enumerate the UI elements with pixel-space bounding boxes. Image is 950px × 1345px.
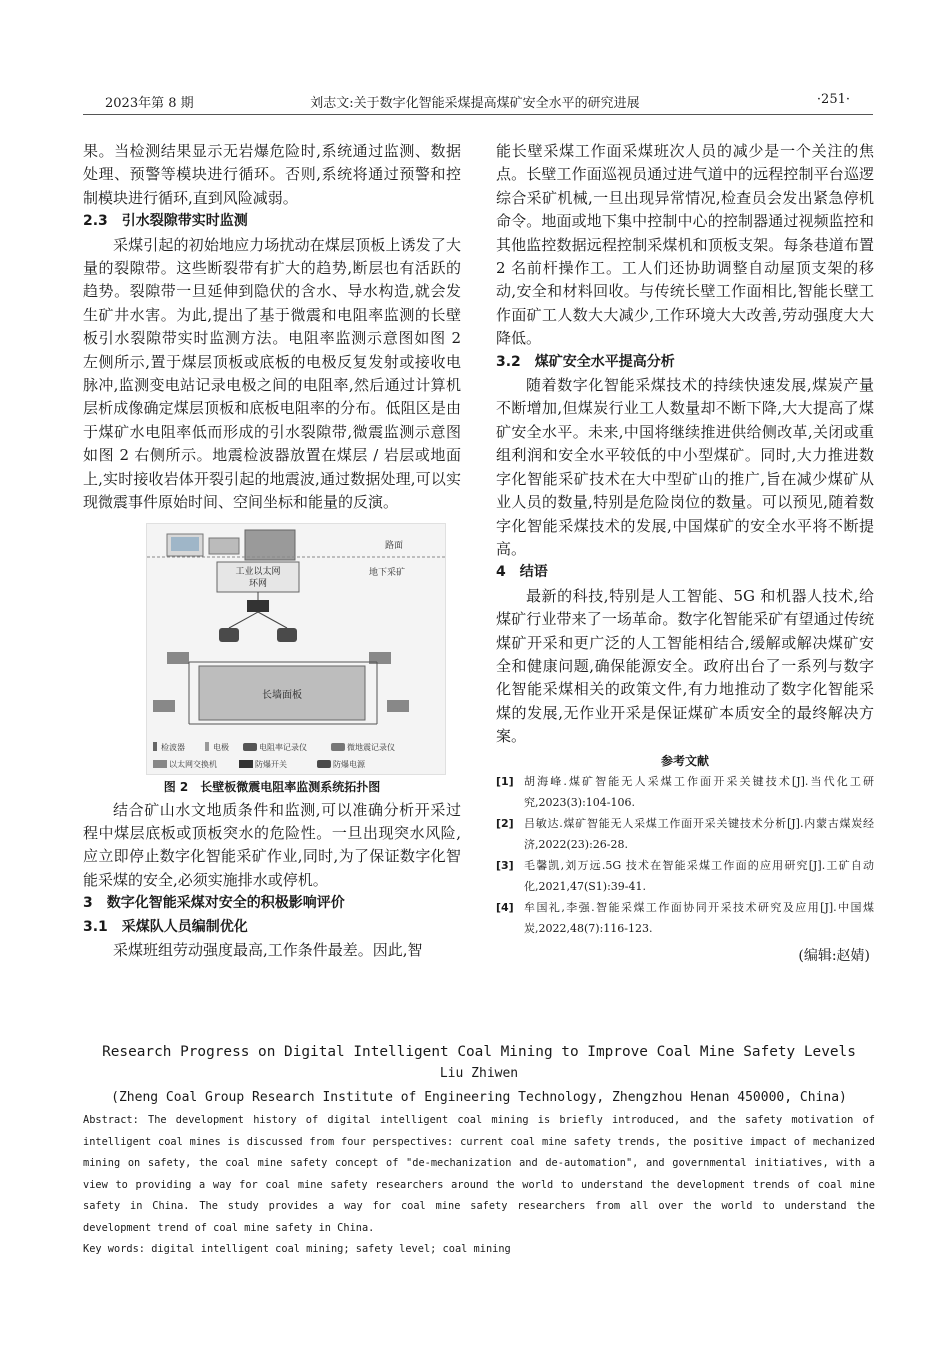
page-number: ·251· — [816, 92, 850, 107]
reference-text: 胡海峰.煤矿智能无人采煤工作面开采关键技术[J].当代化工研究,2023(3):104-106. — [524, 774, 874, 809]
explosion-switch-icon — [247, 600, 269, 612]
section-heading-3-2: 3.2 煤矿安全水平提高分析 — [496, 353, 675, 370]
figure-2-topology — [146, 523, 446, 775]
section-heading-2-3: 2.3 引水裂隙带实时监测 — [83, 213, 248, 230]
link-line — [229, 612, 258, 628]
paragraph: 随着数字化智能采煤技术的持续快速发展,煤炭产量不断增加,但煤炭行业工人数量却不断下降,大大提高了煤矿安全水平。未来,中国将继续推进供给侧改革,关闭或重组利润和安全水平较低的中小型煤矿。同时,大力推进数字化智能采矿技术在大中型矿山的推广,旨在减少煤矿从业人员的数量,特别是危险岗位的数量。可以预见,随着数字化智能采煤技术的发展,中国煤矿的安全水平将不断提高。 — [496, 376, 874, 558]
issue-label: 2023年第 8 期 — [105, 96, 194, 111]
server-icon — [245, 530, 295, 560]
legend-explosion-power-icon — [317, 760, 331, 768]
legend-explosion-switch-icon — [239, 760, 253, 768]
english-title: Research Progress on Digital Intelligent Coal Mining to Improve Coal Mine Safety Levels — [102, 1044, 856, 1060]
english-abstract-block — [83, 1042, 875, 1261]
paragraph: 果。当检测结果显示无岩爆危险时,系统通过监测、数据处理、预警等模块进行循环。否则,系统将通过预警和控制模块进行循环,直到风险减弱。 — [83, 142, 461, 207]
article-running-title: 刘志文:关于数字化智能采煤提高煤矿安全水平的研究进展 — [310, 96, 640, 111]
paragraph: 采煤引起的初始地应力场扰动在煤层顶板上诱发了大量的裂隙带。这些断裂带有扩大的趋势,断层也有活跃的趋势。裂隙带一旦延伸到隐伏的含水、导水构造,就会发生矿井水害。为此,提出了基于微震和电阻率监测的长壁板引水裂隙带实时监测方法。电阻率监测示意图如图 2 左侧所示,置于煤层顶板或底板的电极反复发射或接收电脉冲,监测变电站记录电极之间的电阻率,然后通过计算机层析成像确定煤层顶板和底板电阻率的分布。低阻区是由于煤矿水电阻率低而形成的引水裂隙带,微震监测示意图如图 2 右侧所示。地震检波器放置在煤层 / 岩层或地面上,实时接收岩体开裂引起的地震波,通过数据处理,可以实现微震事件原始时间、空间坐标和能量的反演。 — [83, 235, 461, 512]
section-heading-3-1: 3.1 采煤队人员编制优化 — [83, 918, 248, 935]
surface-label: 路面 — [385, 540, 404, 551]
reference-text: 吕敏达.煤矿智能无人采煤工作面开采关键技术分析[J].内蒙古煤炭经济,2022(23):26-28. — [524, 816, 874, 851]
legend-ethernet-switch-icon — [153, 760, 167, 768]
legend-microseismic-recorder-icon — [331, 743, 345, 751]
legend-microseismic-recorder: 微地震记录仪 — [347, 742, 395, 752]
running-header — [0, 88, 950, 118]
figure-caption: 图 2 长壁板微震电阻率监测系统拓扑图 — [163, 779, 381, 794]
paragraph: 最新的科技,特别是人工智能、5G 和机器人技术,给煤矿行业带来了一场革命。数字化智能采矿有望通过传统煤矿开采和更广泛的人工智能相结合,缓解或解决煤矿安全和健康问题,确保能源安全。政府出台了一系列与数字化智能采煤相关的政策文件,有力地推动了数字化智能采煤的发展,无作业开采是保证煤矿本质安全的最终解决方案。 — [496, 586, 874, 746]
link-line — [258, 612, 287, 628]
references-title: 参考文献 — [660, 753, 709, 768]
ethernet-ring-label-1: 工业以太网 — [235, 566, 281, 577]
reference-text: 毛馨凯,刘万远.5G 技术在智能采煤工作面的应用研究[J].工矿自动化,2021,47(S1):39-41. — [524, 858, 874, 893]
underground-label: 地下采矿 — [369, 567, 406, 578]
editor-credit: (编辑:赵婧) — [798, 947, 870, 964]
legend-explosion-switch: 防爆开关 — [255, 759, 287, 769]
legend-explosion-power: 防爆电源 — [333, 759, 365, 769]
reference-number: [4] — [496, 900, 514, 914]
ethernet-switch-icon — [167, 652, 189, 664]
reference-item — [496, 771, 874, 813]
reference-number: [2] — [496, 816, 514, 830]
reference-item — [496, 897, 874, 939]
reference-number: [1] — [496, 774, 514, 788]
english-author: Liu Zhiwen — [439, 1066, 519, 1081]
ethernet-switch-icon — [153, 700, 175, 712]
topology-diagram — [147, 524, 447, 776]
legend-electrode-icon — [205, 742, 209, 751]
legend-resistivity-recorder-icon — [243, 743, 257, 751]
reference-number: [3] — [496, 858, 514, 872]
explosion-power-icon — [277, 628, 297, 642]
paragraph: 能长壁采煤工作面采煤班次人员的减少是一个关注的焦点。长壁工作面巡视员通过进气道中的远程控制平台巡逻综合采矿机械,一旦出现异常情况,检查员会发出紧急停机命令。地面或地下集中控制中心的控制器通过视频监控和其他监控数据远程控制采煤机和顶板支架。每条巷道布置 2 名前杆操作工。工人们还协助调整自动屋顶支架的移动,安全和材料回收。与传统长壁工作面相比,智能长壁工作面矿工人数大大减少,工作环境大大改善,劳动强度大大降低。 — [496, 142, 874, 348]
legend-geophone-icon — [153, 742, 157, 751]
paragraph: 结合矿山水文地质条件和监测,可以准确分析开采过程中煤层底板或顶板突水的危险性。一旦出现突水风险,应立即停止数字化智能采矿作业,同时,为了保证数字化智能采煤的安全,必须实施排水或停机。 — [83, 800, 461, 889]
reference-text: 牟国礼,李强.智能采煤工作面协同开采技术研究及应用[J].中国煤炭,2022,48(7):116-123. — [524, 900, 874, 935]
left-column — [83, 140, 461, 962]
computer-icon — [209, 538, 239, 554]
english-affiliation: (Zheng Coal Group Research Institute of Engineering Technology, Zhengzhou Henan 450000, China) — [111, 1090, 847, 1105]
english-keywords: Key words: digital intelligent coal mining; safety level; coal mining — [83, 1243, 511, 1255]
ethernet-switch-icon — [387, 700, 409, 712]
right-column — [496, 140, 874, 967]
english-abstract: Abstract: The development history of digital intelligent coal mining is briefly introduced, and the safety motivation of intelligent coal mines is discussed from four perspectives: current coal mine safety trends, the positive impact of mechanized mining on safety, the coal mine safety concept of "de-mechanization and de-automation", and governmental initiatives, with a view to providing a way for coal mine safety researchers around the world to understand the development trends of coal mine safety in China. The study provides a way for coal mine safety researchers from all over the world to understand the development trend of coal mine safety in China. — [83, 1114, 875, 1234]
ethernet-ring-label-2: 环网 — [248, 578, 268, 589]
header-rule — [83, 114, 873, 115]
legend-resistivity-recorder: 电阻率记录仪 — [259, 742, 307, 752]
monitor-screen-icon — [171, 537, 199, 551]
legend-ethernet-switch: 以太网交换机 — [169, 759, 217, 769]
section-heading-3: 3 数字化智能采煤对安全的积极影响评价 — [83, 895, 345, 912]
legend-electrode: 电极 — [213, 742, 229, 752]
paragraph: 采煤班组劳动强度最高,工作条件最差。因此,智 — [113, 940, 423, 959]
longwall-label: 长墙面板 — [262, 689, 302, 701]
reference-item — [496, 813, 874, 855]
explosion-power-icon — [219, 628, 239, 642]
legend-geophone: 检波器 — [161, 742, 185, 752]
reference-item — [496, 855, 874, 897]
section-heading-4: 4 结语 — [496, 564, 548, 581]
